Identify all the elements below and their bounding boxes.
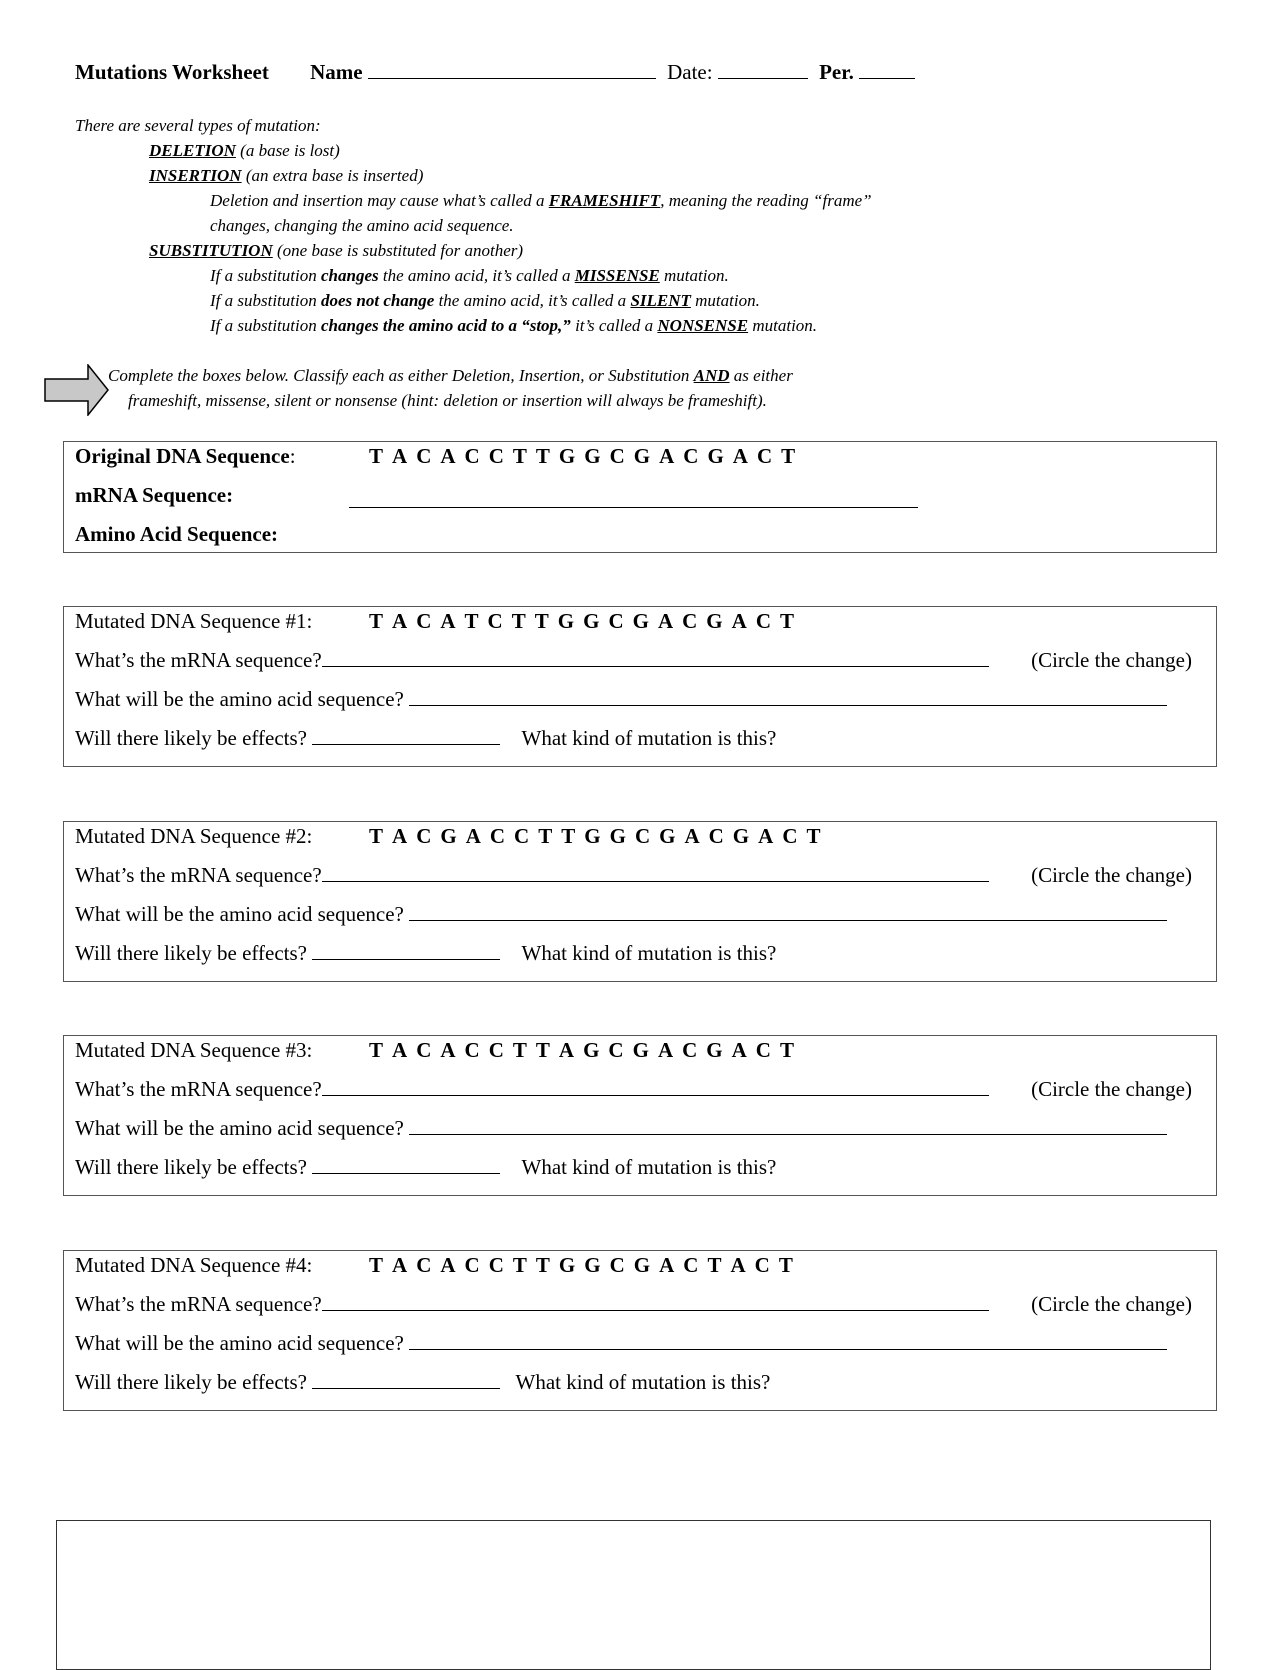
silent-post: mutation. [690, 291, 760, 310]
mrna-answer-field[interactable] [322, 1095, 989, 1096]
base-4: A [440, 609, 456, 633]
mutated-dna-sequence [369, 609, 803, 634]
silent-pre: If a substitution [210, 291, 321, 310]
base-11: G [609, 824, 626, 848]
amino-question-row [75, 1116, 1167, 1141]
mutation-kind-question: What kind of mutation is this? [515, 1370, 771, 1394]
base-8: T [538, 824, 553, 848]
base-3: C [416, 1253, 432, 1277]
frameshift-definition [75, 188, 872, 213]
effects-question: Will there likely be effects? [75, 941, 313, 965]
base-5: C [464, 444, 480, 468]
base-19: T [806, 824, 821, 848]
base-11: C [609, 1253, 625, 1277]
effects-question: Will there likely be effects? [75, 726, 313, 750]
instructions-line2: frameshift, missense, silent or nonsense (hint: deletion or insertion will always be frameshift). [128, 391, 767, 410]
base-7: T [511, 609, 526, 633]
period-label: Per. [819, 60, 854, 84]
mutated-dna-sequence [369, 1038, 803, 1063]
substitution-desc: (one base is substituted for another) [272, 241, 524, 260]
mutation-box-1 [63, 606, 1217, 767]
base-15: T [707, 1253, 722, 1277]
effects-question-row [75, 726, 776, 751]
base-14: C [682, 1038, 698, 1062]
amino-question: What will be the amino acid sequence? [75, 1331, 410, 1355]
base-15: C [708, 824, 724, 848]
amino-label: Amino Acid Sequence: [75, 522, 279, 546]
mrna-question: What’s the mRNA sequence? [75, 863, 322, 887]
original-dna-sequence [369, 444, 804, 469]
mutated-dna-label [75, 1038, 312, 1063]
worksheet-title: Mutations Worksheet [75, 60, 269, 84]
mrna-label: mRNA Sequence: [75, 483, 234, 507]
mutated-dna-label-text: Mutated DNA Sequence #4: [75, 1253, 313, 1277]
amino-answer-field[interactable] [409, 705, 1167, 706]
base-2: A [392, 1038, 408, 1062]
effects-question-row [75, 941, 776, 966]
missense-mid: the amino acid, it’s called a [378, 266, 575, 285]
mrna-answer-field[interactable] [322, 881, 989, 882]
amino-question-row [75, 1331, 1167, 1356]
base-13: A [657, 609, 674, 633]
base-3: C [416, 444, 432, 468]
base-6: C [489, 824, 506, 848]
instructions-line1 [108, 363, 793, 388]
base-8: T [535, 1253, 550, 1277]
original-dna-colon: : [289, 444, 296, 468]
base-12: G [632, 609, 649, 633]
circle-the-change-note: (Circle the change) [1031, 863, 1192, 887]
original-dna-row [75, 444, 296, 469]
missense-bold: changes [320, 266, 379, 285]
silent-mid: the amino acid, it’s called a [434, 291, 631, 310]
deletion-desc: (a base is lost) [235, 141, 340, 160]
base-1: T [369, 824, 384, 848]
mrna-question-row [75, 1077, 989, 1102]
base-8: T [534, 609, 549, 633]
amino-question: What will be the amino acid sequence? [75, 902, 410, 926]
base-3: C [416, 1038, 432, 1062]
base-14: C [683, 1253, 699, 1277]
base-7: T [512, 1253, 527, 1277]
base-5: C [464, 1038, 480, 1062]
silent-bold: does not change [320, 291, 435, 310]
amino-question: What will be the amino acid sequence? [75, 1116, 410, 1140]
base-11: C [609, 444, 625, 468]
base-3: C [416, 824, 432, 848]
base-1: T [369, 444, 384, 468]
nonsense-definition [75, 313, 872, 338]
effects-question: Will there likely be effects? [75, 1370, 313, 1394]
deletion-term: DELETION [149, 141, 236, 160]
base-2: A [392, 824, 408, 848]
original-dna-label: Original DNA Sequence [75, 444, 290, 468]
answer-box[interactable] [56, 1520, 1211, 1670]
circle-the-change-note: (Circle the change) [1031, 1077, 1192, 1101]
mutated-dna-sequence [369, 1253, 802, 1278]
mutated-dna-label-text: Mutated DNA Sequence #1: [75, 609, 313, 633]
base-17: A [758, 824, 774, 848]
effects-answer-field[interactable] [312, 959, 500, 960]
base-13: A [659, 1253, 675, 1277]
base-4: G [440, 824, 457, 848]
substitution-definition [75, 238, 872, 263]
base-3: C [416, 609, 432, 633]
name-field[interactable] [368, 78, 656, 79]
base-9: A [558, 1038, 575, 1062]
base-8: T [535, 444, 550, 468]
missense-post: mutation. [659, 266, 729, 285]
mrna-question: What’s the mRNA sequence? [75, 1077, 322, 1101]
base-2: A [392, 609, 408, 633]
effects-answer-field[interactable] [312, 1388, 500, 1389]
amino-answer-field[interactable] [409, 1134, 1167, 1135]
base-16: G [732, 824, 750, 848]
frameshift-post: , meaning the reading “frame” [660, 191, 872, 210]
instructions-line1-pre: Complete the boxes below. Classify each as either Deletion, Insertion, or Substitution [108, 366, 694, 385]
base-5: T [464, 609, 479, 633]
deletion-definition [75, 138, 872, 163]
name-label: Name [310, 60, 363, 84]
amino-answer-field[interactable] [409, 1349, 1167, 1350]
base-4: A [440, 1038, 456, 1062]
amino-answer-field[interactable] [409, 920, 1167, 921]
base-5: C [464, 1253, 480, 1277]
effects-question: Will there likely be effects? [75, 1155, 313, 1179]
circle-the-change-note: (Circle the change) [1031, 1292, 1192, 1316]
base-15: G [706, 609, 723, 633]
mutation-kind-question: What kind of mutation is this? [521, 941, 777, 965]
nonsense-term: NONSENSE [657, 316, 749, 335]
base-1: T [369, 1038, 384, 1062]
base-12: C [634, 824, 651, 848]
insertion-definition [75, 163, 872, 188]
base-10: G [584, 444, 601, 468]
effects-question-row [75, 1370, 770, 1395]
base-6: C [488, 1038, 504, 1062]
base-17: C [755, 1038, 771, 1062]
base-8: T [535, 1038, 550, 1062]
effects-answer-field[interactable] [312, 1173, 500, 1174]
base-15: G [707, 444, 724, 468]
base-11: C [608, 1038, 624, 1062]
base-18: T [779, 1038, 794, 1062]
base-10: G [584, 824, 601, 848]
base-18: C [782, 824, 798, 848]
base-5: A [465, 824, 481, 848]
base-18: T [781, 444, 796, 468]
mrna-row [75, 483, 233, 508]
effects-answer-field[interactable] [312, 744, 500, 745]
base-14: C [683, 444, 699, 468]
intro-lead: There are several types of mutation: [75, 116, 321, 135]
nonsense-post: mutation. [748, 316, 818, 335]
mutation-box-4 [63, 1250, 1217, 1411]
base-1: T [369, 609, 384, 633]
base-9: G [558, 444, 576, 468]
base-12: G [633, 1253, 651, 1277]
circle-the-change-note: (Circle the change) [1031, 648, 1192, 672]
base-7: C [514, 824, 530, 848]
mutated-dna-label [75, 1253, 312, 1278]
mrna-question-row [75, 863, 989, 888]
base-10: G [583, 1038, 600, 1062]
instructions-line1-post: as either [729, 366, 793, 385]
silent-definition [75, 288, 872, 313]
base-2: A [392, 444, 408, 468]
base-6: C [488, 1253, 504, 1277]
base-12: G [633, 444, 651, 468]
nonsense-pre: If a substitution [210, 316, 321, 335]
base-7: T [512, 444, 527, 468]
base-11: C [608, 609, 624, 633]
instructions-and: AND [693, 366, 730, 385]
frameshift-definition-line2: changes, changing the amino acid sequence. [210, 216, 514, 235]
base-18: T [778, 1253, 793, 1277]
frameshift-term: FRAMESHIFT [548, 191, 661, 210]
base-10: G [584, 1253, 601, 1277]
amino-question-row [75, 687, 1167, 712]
insertion-desc: (an extra base is inserted) [241, 166, 424, 185]
date-label: Date: [667, 60, 713, 84]
base-14: C [682, 609, 698, 633]
nonsense-bold: changes the amino acid to a “stop,” [320, 316, 571, 335]
mutated-dna-label [75, 824, 312, 849]
base-2: A [392, 1253, 408, 1277]
base-9: T [561, 824, 576, 848]
base-16: A [731, 1038, 747, 1062]
mrna-answer-field[interactable] [349, 483, 918, 508]
substitution-term: SUBSTITUTION [149, 241, 273, 260]
base-4: A [440, 1253, 456, 1277]
missense-definition [75, 263, 872, 288]
amino-question-row [75, 902, 1167, 927]
base-6: C [488, 444, 504, 468]
missense-term: MISSENSE [574, 266, 660, 285]
mutated-dna-sequence [369, 824, 830, 849]
mutation-kind-question: What kind of mutation is this? [521, 726, 777, 750]
base-16: A [731, 609, 747, 633]
base-10: G [583, 609, 600, 633]
mrna-question-row [75, 648, 989, 673]
effects-question-row [75, 1155, 776, 1180]
period-field[interactable] [859, 78, 915, 79]
mutation-kind-question: What kind of mutation is this? [521, 1155, 777, 1179]
mrna-answer-field[interactable] [322, 666, 989, 667]
mutation-box-2 [63, 821, 1217, 982]
instructions [108, 363, 793, 413]
base-9: G [558, 1253, 576, 1277]
mrna-question-row [75, 1292, 989, 1317]
date-field[interactable] [718, 78, 808, 79]
base-15: G [706, 1038, 723, 1062]
missense-pre: If a substitution [210, 266, 321, 285]
mutated-dna-label-text: Mutated DNA Sequence #3: [75, 1038, 313, 1062]
original-sequence-box [63, 441, 1217, 553]
worksheet-header [75, 60, 915, 85]
mrna-question: What’s the mRNA sequence? [75, 1292, 322, 1316]
base-16: A [730, 1253, 746, 1277]
amino-row [75, 522, 278, 547]
base-14: A [684, 824, 700, 848]
mrna-question: What’s the mRNA sequence? [75, 648, 322, 672]
frameshift-pre: Deletion and insertion may cause what’s called a [210, 191, 549, 210]
mrna-answer-field[interactable] [322, 1310, 989, 1311]
mutated-dna-label-text: Mutated DNA Sequence #2: [75, 824, 313, 848]
base-6: C [487, 609, 503, 633]
base-16: A [732, 444, 748, 468]
base-1: T [369, 1253, 384, 1277]
insertion-term: INSERTION [149, 166, 242, 185]
base-9: G [557, 609, 575, 633]
mutated-dna-label [75, 609, 312, 634]
mutation-types-intro [75, 113, 872, 338]
base-13: A [657, 1038, 674, 1062]
base-4: A [440, 444, 456, 468]
arrow-right-icon [44, 364, 110, 416]
base-7: T [512, 1038, 527, 1062]
base-18: T [779, 609, 794, 633]
silent-term: SILENT [630, 291, 691, 310]
base-17: C [755, 609, 771, 633]
nonsense-mid: it’s called a [570, 316, 658, 335]
base-13: G [659, 824, 676, 848]
mutation-box-3 [63, 1035, 1217, 1196]
base-12: G [632, 1038, 649, 1062]
base-13: A [659, 444, 675, 468]
base-17: C [754, 1253, 770, 1277]
amino-question: What will be the amino acid sequence? [75, 687, 410, 711]
base-17: C [756, 444, 773, 468]
